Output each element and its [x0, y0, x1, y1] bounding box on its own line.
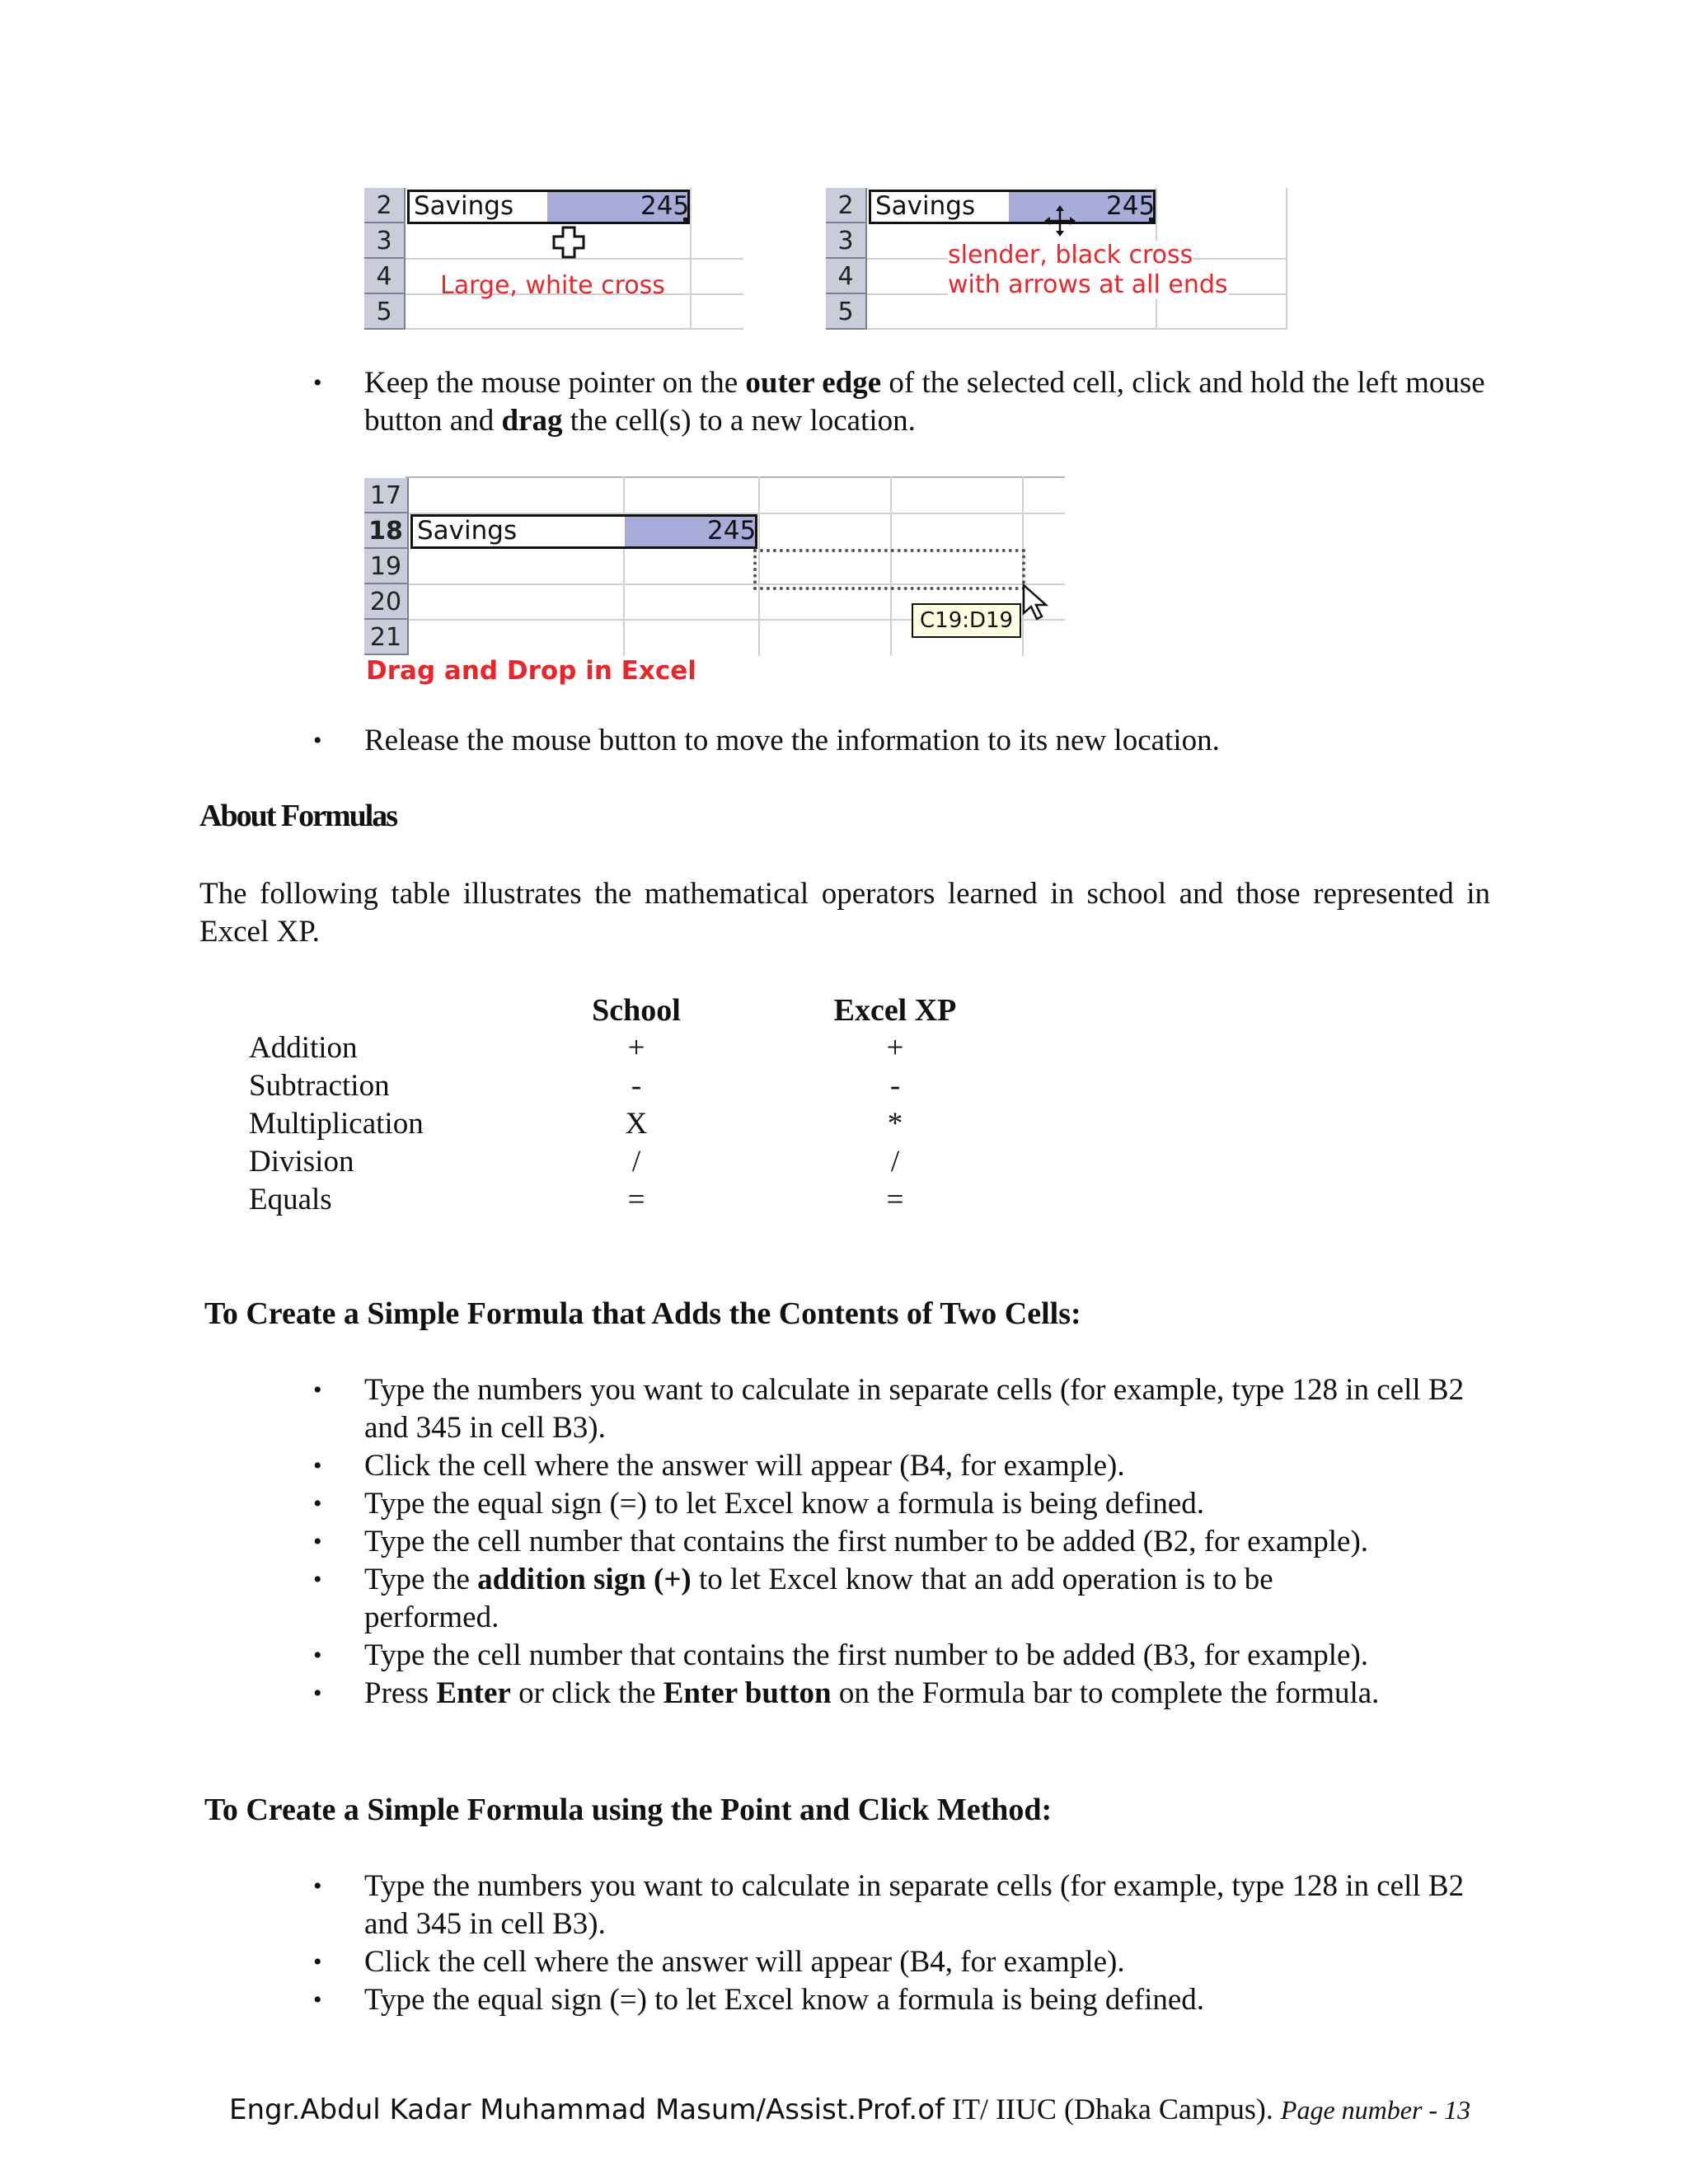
- row-header: 3: [826, 223, 867, 259]
- figure-drag-and-drop: [364, 476, 1065, 691]
- bullet-text: Type the numbers you want to calculate in separate cells (for example, type 128 in cell B2 and 345 in cell B3).: [364, 1373, 1465, 1445]
- figure-large-white-cross: [364, 188, 743, 330]
- cell-value: 245: [1106, 191, 1156, 221]
- drop-target-outline[interactable]: [753, 549, 1025, 590]
- bullet-text: Keep the mouse pointer on the outer edge of the selected cell, click and hold the left mouse button and drag the cell(s) to a new location.: [364, 366, 1485, 438]
- page-footer: [229, 2092, 1470, 2126]
- op-school: /: [631, 1145, 641, 1179]
- row-header: 2: [826, 188, 867, 223]
- bullet-text: Type the numbers you want to calculate in separate cells (for example, type 128 in cell B2 and 345 in cell B3).: [364, 1869, 1465, 1941]
- bullet-glyph: •: [313, 1528, 322, 1555]
- footer-affiliation: IT/ IIUC (Dhaka Campus).: [951, 2093, 1273, 2125]
- bullet-glyph: •: [313, 1452, 322, 1479]
- row-header: 18: [364, 513, 409, 549]
- range-tooltip: C19:D19: [912, 603, 1021, 638]
- bullet-glyph: •: [313, 1376, 322, 1404]
- cell-value: 245: [707, 516, 757, 546]
- op-name: Equals: [249, 1183, 332, 1216]
- bullet-text: Type the addition sign (+) to let Excel know that an add operation is to be performed.: [364, 1563, 1273, 1634]
- cell-label-savings: Savings: [417, 516, 518, 546]
- arrow-cursor-icon: [1022, 583, 1050, 621]
- figure-slender-black-cross: [826, 188, 1287, 330]
- bullet-glyph: •: [313, 1566, 322, 1593]
- white-cross-cursor-icon: [552, 226, 585, 259]
- bullet-glyph: •: [313, 727, 322, 754]
- row-header: 3: [364, 223, 406, 259]
- op-excel: /: [890, 1145, 900, 1179]
- bullet-text: Type the cell number that contains the first number to be added (B2, for example).: [364, 1525, 1369, 1558]
- op-excel: *: [887, 1107, 903, 1141]
- footer-author: Engr.Abdul Kadar Muhammad Masum/Assist.Prof.of: [229, 2093, 945, 2126]
- op-name: Multiplication: [249, 1107, 424, 1141]
- heading-about-formulas: About Formulas: [199, 799, 397, 833]
- row-header: 17: [364, 478, 409, 513]
- row-header: 21: [364, 620, 409, 655]
- bullet-glyph: •: [313, 369, 322, 396]
- cell-label-savings: Savings: [875, 191, 976, 221]
- bullet-text: Click the cell where the answer will appear (B4, for example).: [364, 1945, 1125, 1979]
- op-school: -: [631, 1069, 642, 1103]
- row-header: 5: [826, 294, 867, 330]
- op-school: +: [627, 1031, 645, 1065]
- note-slender-cross-line1: slender, black cross: [948, 241, 1193, 269]
- col-header-school: School: [592, 993, 681, 1028]
- col-header-excel: Excel XP: [833, 993, 957, 1028]
- bullet-glyph: •: [313, 1948, 322, 1975]
- op-name: Addition: [249, 1031, 358, 1065]
- note-large-white-cross: Large, white cross: [440, 271, 665, 300]
- bullet-text: Release the mouse button to move the information to its new location.: [364, 724, 1220, 757]
- note-slender-cross-line2: with arrows at all ends: [948, 270, 1228, 299]
- op-school: =: [627, 1183, 645, 1216]
- bullet-text: Press Enter or click the Enter button on the Formula bar to complete the formula.: [364, 1676, 1380, 1710]
- figure-caption-drag-drop: Drag and Drop in Excel: [366, 656, 696, 686]
- op-excel: =: [886, 1183, 904, 1216]
- cell-label-savings: Savings: [414, 191, 514, 221]
- op-excel: -: [889, 1069, 901, 1103]
- op-school: X: [625, 1107, 648, 1141]
- op-excel: +: [886, 1031, 904, 1065]
- heading-simple-formula-add: To Create a Simple Formula that Adds the Contents of Two Cells:: [204, 1296, 1081, 1331]
- row-header: 20: [364, 584, 409, 620]
- move-cursor-icon: [1043, 204, 1076, 237]
- bullet-text: Type the cell number that contains the first number to be added (B3, for example).: [364, 1638, 1369, 1672]
- about-paragraph: The following table illustrates the mathematical operators learned in school and those represented in Excel XP.: [199, 877, 1490, 949]
- row-header: 4: [826, 259, 867, 294]
- bullet-glyph: •: [313, 1986, 322, 2013]
- bullet-glyph: •: [313, 1490, 322, 1517]
- row-header: 2: [364, 188, 406, 223]
- bullet-text: Type the equal sign (=) to let Excel know a formula is being defined.: [364, 1983, 1205, 2017]
- bullet-glyph: •: [313, 1680, 322, 1707]
- bullet-glyph: •: [313, 1872, 322, 1900]
- heading-point-and-click: To Create a Simple Formula using the Point and Click Method:: [204, 1793, 1053, 1827]
- row-header: 19: [364, 549, 409, 584]
- row-header: 4: [364, 259, 406, 294]
- cell-value: 245: [640, 191, 690, 221]
- op-name: Subtraction: [249, 1069, 390, 1103]
- bullet-glyph: •: [313, 1642, 322, 1669]
- op-name: Division: [249, 1145, 354, 1179]
- bullet-text: Click the cell where the answer will appear (B4, for example).: [364, 1449, 1125, 1483]
- bullet-text: Type the equal sign (=) to let Excel know a formula is being defined.: [364, 1487, 1205, 1521]
- row-header: 5: [364, 294, 406, 330]
- footer-page-number: Page number - 13: [1280, 2095, 1471, 2125]
